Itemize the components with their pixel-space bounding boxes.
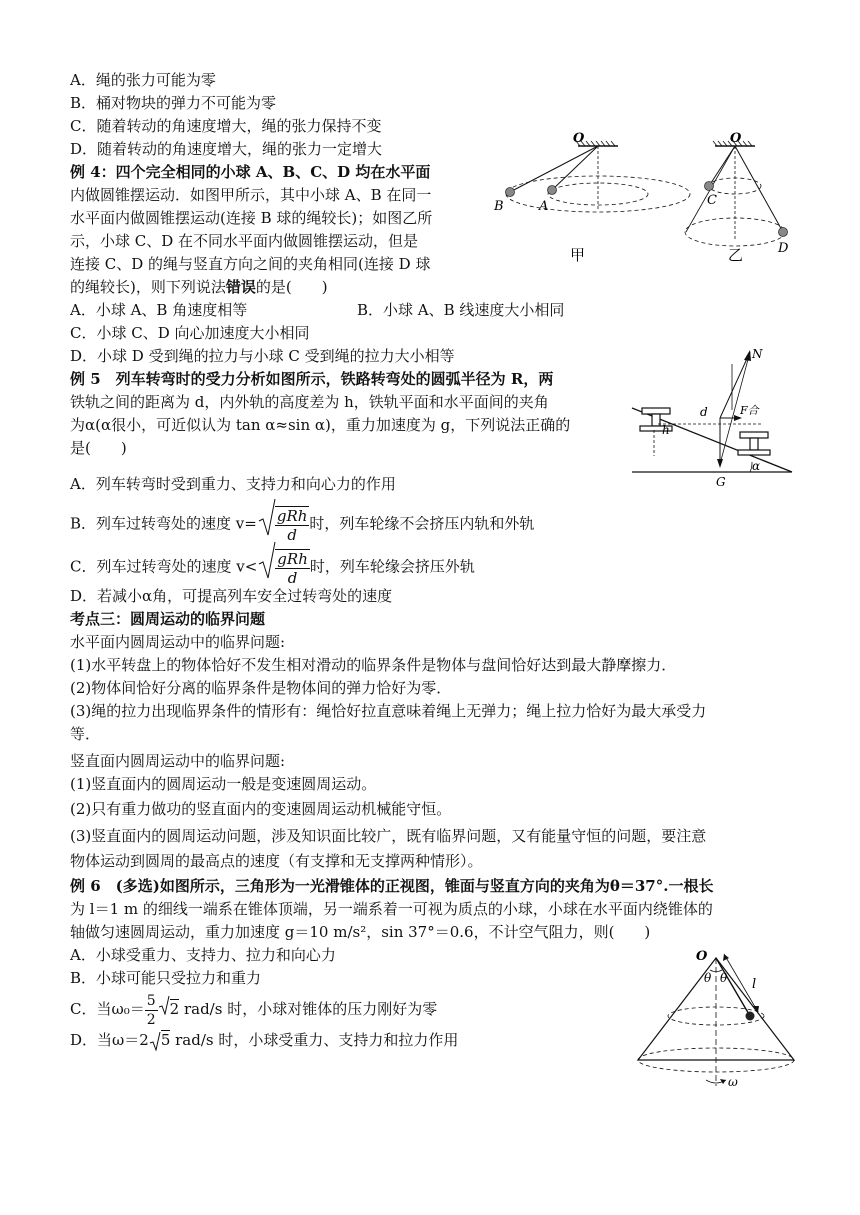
fig-d-label: d xyxy=(700,405,708,419)
ball-b xyxy=(506,188,515,197)
ex6-line-3: 轴做匀速圆周运动，重力加速度 g＝10 m/s²，sin 37°＝0.6，不计空气阻力，则( ) xyxy=(70,923,651,941)
fig-h-label: h xyxy=(662,423,670,437)
ex5-c-frac-den: d xyxy=(287,568,298,587)
ex4-line-6a: 的绳较长)，则下列说法 xyxy=(70,278,226,296)
topic3-vertical-1: (1)竖直面内的圆周运动一般是变速圆周运动。 xyxy=(70,775,377,793)
fig-o-label: O xyxy=(696,949,708,964)
ex6-option-c-pre: C．当ω₀＝ xyxy=(70,1000,145,1018)
topic3-point-3a: (3)绳的拉力出现临界条件的情形有：绳恰好拉直意味着绳上无弹力；绳上拉力恰好为最大承受力 xyxy=(70,702,707,720)
ex6-c-frac-num: 5 xyxy=(146,992,156,1009)
conical-pendulum-figure xyxy=(490,128,820,273)
option-a: A．绳的张力可能为零 xyxy=(70,71,216,89)
ex6-line-1: 例 6 (多选)如图所示，三角形为一光滑锥体的正视图，锥面与竖直方向的夹角为θ＝37°.一根长 xyxy=(70,877,714,895)
ex5-option-a: A．列车转弯时受到重力、支持力和向心力的作用 xyxy=(70,475,396,493)
ball xyxy=(746,1012,755,1021)
ex4-option-d: D．小球 D 受到绳的拉力与小球 C 受到绳的拉力大小相等 xyxy=(70,347,455,365)
fig-jia-caption: 甲 xyxy=(570,246,586,264)
ex6-option-d-post: rad/s 时，小球受重力、支持力和拉力作用 xyxy=(170,1031,459,1049)
fig-ball-a-label: A xyxy=(539,199,549,214)
topic3-point-1: (1)水平转盘上的物体恰好不发生相对滑动的临界条件是物体与盘间恰好达到最大静摩擦力． xyxy=(70,656,677,674)
option-b: B．桶对物块的弹力不可能为零 xyxy=(70,94,277,112)
topic3-heading-horizontal: 水平面内圆周运动中的临界问题: xyxy=(70,633,286,651)
ex4-emphasis-wrong: 错误 xyxy=(225,278,256,296)
topic3-vertical-2: (2)只有重力做功的竖直面内的变速圆周运动机械能守恒。 xyxy=(70,800,452,818)
fig-ball-c-label: C xyxy=(707,193,717,208)
fig-alpha-label: α xyxy=(752,459,761,473)
sqrt-icon xyxy=(158,991,170,1029)
ex4-line-6 xyxy=(70,277,328,297)
topic3-heading-vertical: 竖直面内圆周运动中的临界问题: xyxy=(70,752,286,770)
ex5-option-c xyxy=(70,540,475,587)
ex5-line-2: 铁轨之间的距离为 d，内外轨的高度差为 h，铁轨平面和水平面间的夹角 xyxy=(70,393,549,411)
topic3-vertical-3a: (3)竖直面内的圆周运动问题，涉及知识面比较广，既有临界问题，又有能量守恒的问题，要注意 xyxy=(70,827,707,845)
ball-d xyxy=(779,228,788,237)
fig-l-label: l xyxy=(752,977,757,992)
ex4-option-c: C．小球 C、D 向心加速度大小相同 xyxy=(70,324,310,342)
ex5-option-c-post: 时，列车轮缘会挤压外轨 xyxy=(309,557,475,576)
ex5-line-4: 是( ) xyxy=(70,439,127,457)
figure-yi xyxy=(685,131,789,264)
fig-n-label: N xyxy=(752,347,763,361)
option-c: C．随着转动的角速度增大，绳的张力保持不变 xyxy=(70,117,382,135)
ex6-option-d-pre: D．当ω＝2 xyxy=(70,1031,149,1049)
ex6-c-frac-den: 2 xyxy=(146,1011,156,1028)
section-title: 考点三：圆周运动的临界问题 xyxy=(70,610,266,628)
ex6-line-2: 为 l＝1 m 的细线一端系在锥体顶端，另一端系着一可视为质点的小球，小球在水平面内绕锥体的 xyxy=(70,900,713,918)
ball-c xyxy=(705,182,714,191)
ex6-option-c-post: rad/s 时，小球对锥体的压力刚好为零 xyxy=(179,1000,438,1018)
ex6-option-d xyxy=(70,1030,458,1051)
ex5-c-frac-num: gRh xyxy=(277,549,308,568)
ex4-line-6c: 的是( ) xyxy=(255,278,328,296)
topic3-point-3b: 等． xyxy=(70,725,101,743)
ex4-line-4: 示，小球 C、D 在不同水平面内做圆锥摆运动，但是 xyxy=(70,232,419,250)
fig-f-label: F合 xyxy=(740,404,759,417)
fig-yi-o-label: O xyxy=(730,131,742,146)
fig-jia-o-label: O xyxy=(573,131,585,146)
ex5-option-c-pre: C．列车过转弯处的速度 v< xyxy=(70,557,258,576)
fig-theta-left: θ xyxy=(704,971,712,985)
ex5-line-1: 例 5 列车转弯时的受力分析如图所示，铁路转弯处的圆弧半径为 R，两 xyxy=(70,370,554,388)
fig-omega-label: ω xyxy=(728,1075,738,1089)
ex4-line-3: 水平面内做圆锥摆运动(连接 B 球的绳较长)；如图乙所 xyxy=(70,209,433,227)
ex4-line-1: 例 4：四个完全相同的小球 A、B、C、D 均在水平面 xyxy=(70,163,431,181)
topic3-point-2: (2)物体间恰好分离的临界条件是物体间的弹力恰好为零． xyxy=(70,679,452,697)
ball-a xyxy=(548,186,557,195)
ex5-option-b-pre: B．列车过转弯处的速度 v= xyxy=(70,514,257,533)
fig-ball-b-label: B xyxy=(494,199,504,214)
ex5-line-3: 为α(α很小，可近似认为 tan α≈sin α)，重力加速度为 g，下列说法正确的 xyxy=(70,416,571,434)
ex4-option-b: B．小球 A、B 线速度大小相同 xyxy=(357,301,565,319)
fig-theta-right: θ xyxy=(720,971,728,985)
sqrt-icon xyxy=(149,1031,161,1051)
ex4-line-2: 内做圆锥摆运动．如图甲所示，其中小球 A、B 在同一 xyxy=(70,186,432,204)
option-d: D．随着转动的角速度增大，绳的张力一定增大 xyxy=(70,140,383,158)
ex6-option-c xyxy=(70,990,437,1030)
ex6-option-a: A．小球受重力、支持力、拉力和向心力 xyxy=(70,946,336,964)
ex6-d-radicand: 5 xyxy=(160,1031,171,1049)
topic3-vertical-3b: 物体运动到圆周的最高点的速度（有支撑和无支撑两种情形）。 xyxy=(70,852,483,870)
ex5-option-b xyxy=(70,497,535,544)
figure-jia xyxy=(493,131,690,264)
train-force-figure xyxy=(622,340,802,490)
cone-figure xyxy=(620,940,820,1090)
fig-ball-d-label: D xyxy=(778,241,789,256)
ex6-c-radicand: 2 xyxy=(169,1000,180,1018)
ex5-option-d: D．若减小α角，可提高列车安全过转弯处的速度 xyxy=(70,587,393,605)
ex4-line-5: 连接 C、D 的绳与竖直方向之间的夹角相同(连接 D 球 xyxy=(70,255,431,273)
ex5-b-frac-num: gRh xyxy=(276,506,308,525)
fig-g-label: G xyxy=(716,475,726,489)
ex6-option-b: B．小球可能只受拉力和重力 xyxy=(70,969,262,987)
fig-yi-caption: 乙 xyxy=(728,246,744,264)
ex5-b-frac-den: d xyxy=(287,525,297,544)
ex5-option-b-post: 时，列车轮缘不会挤压内轨和外轨 xyxy=(309,514,535,533)
ex4-option-a: A．小球 A、B 角速度相等 xyxy=(70,301,248,319)
